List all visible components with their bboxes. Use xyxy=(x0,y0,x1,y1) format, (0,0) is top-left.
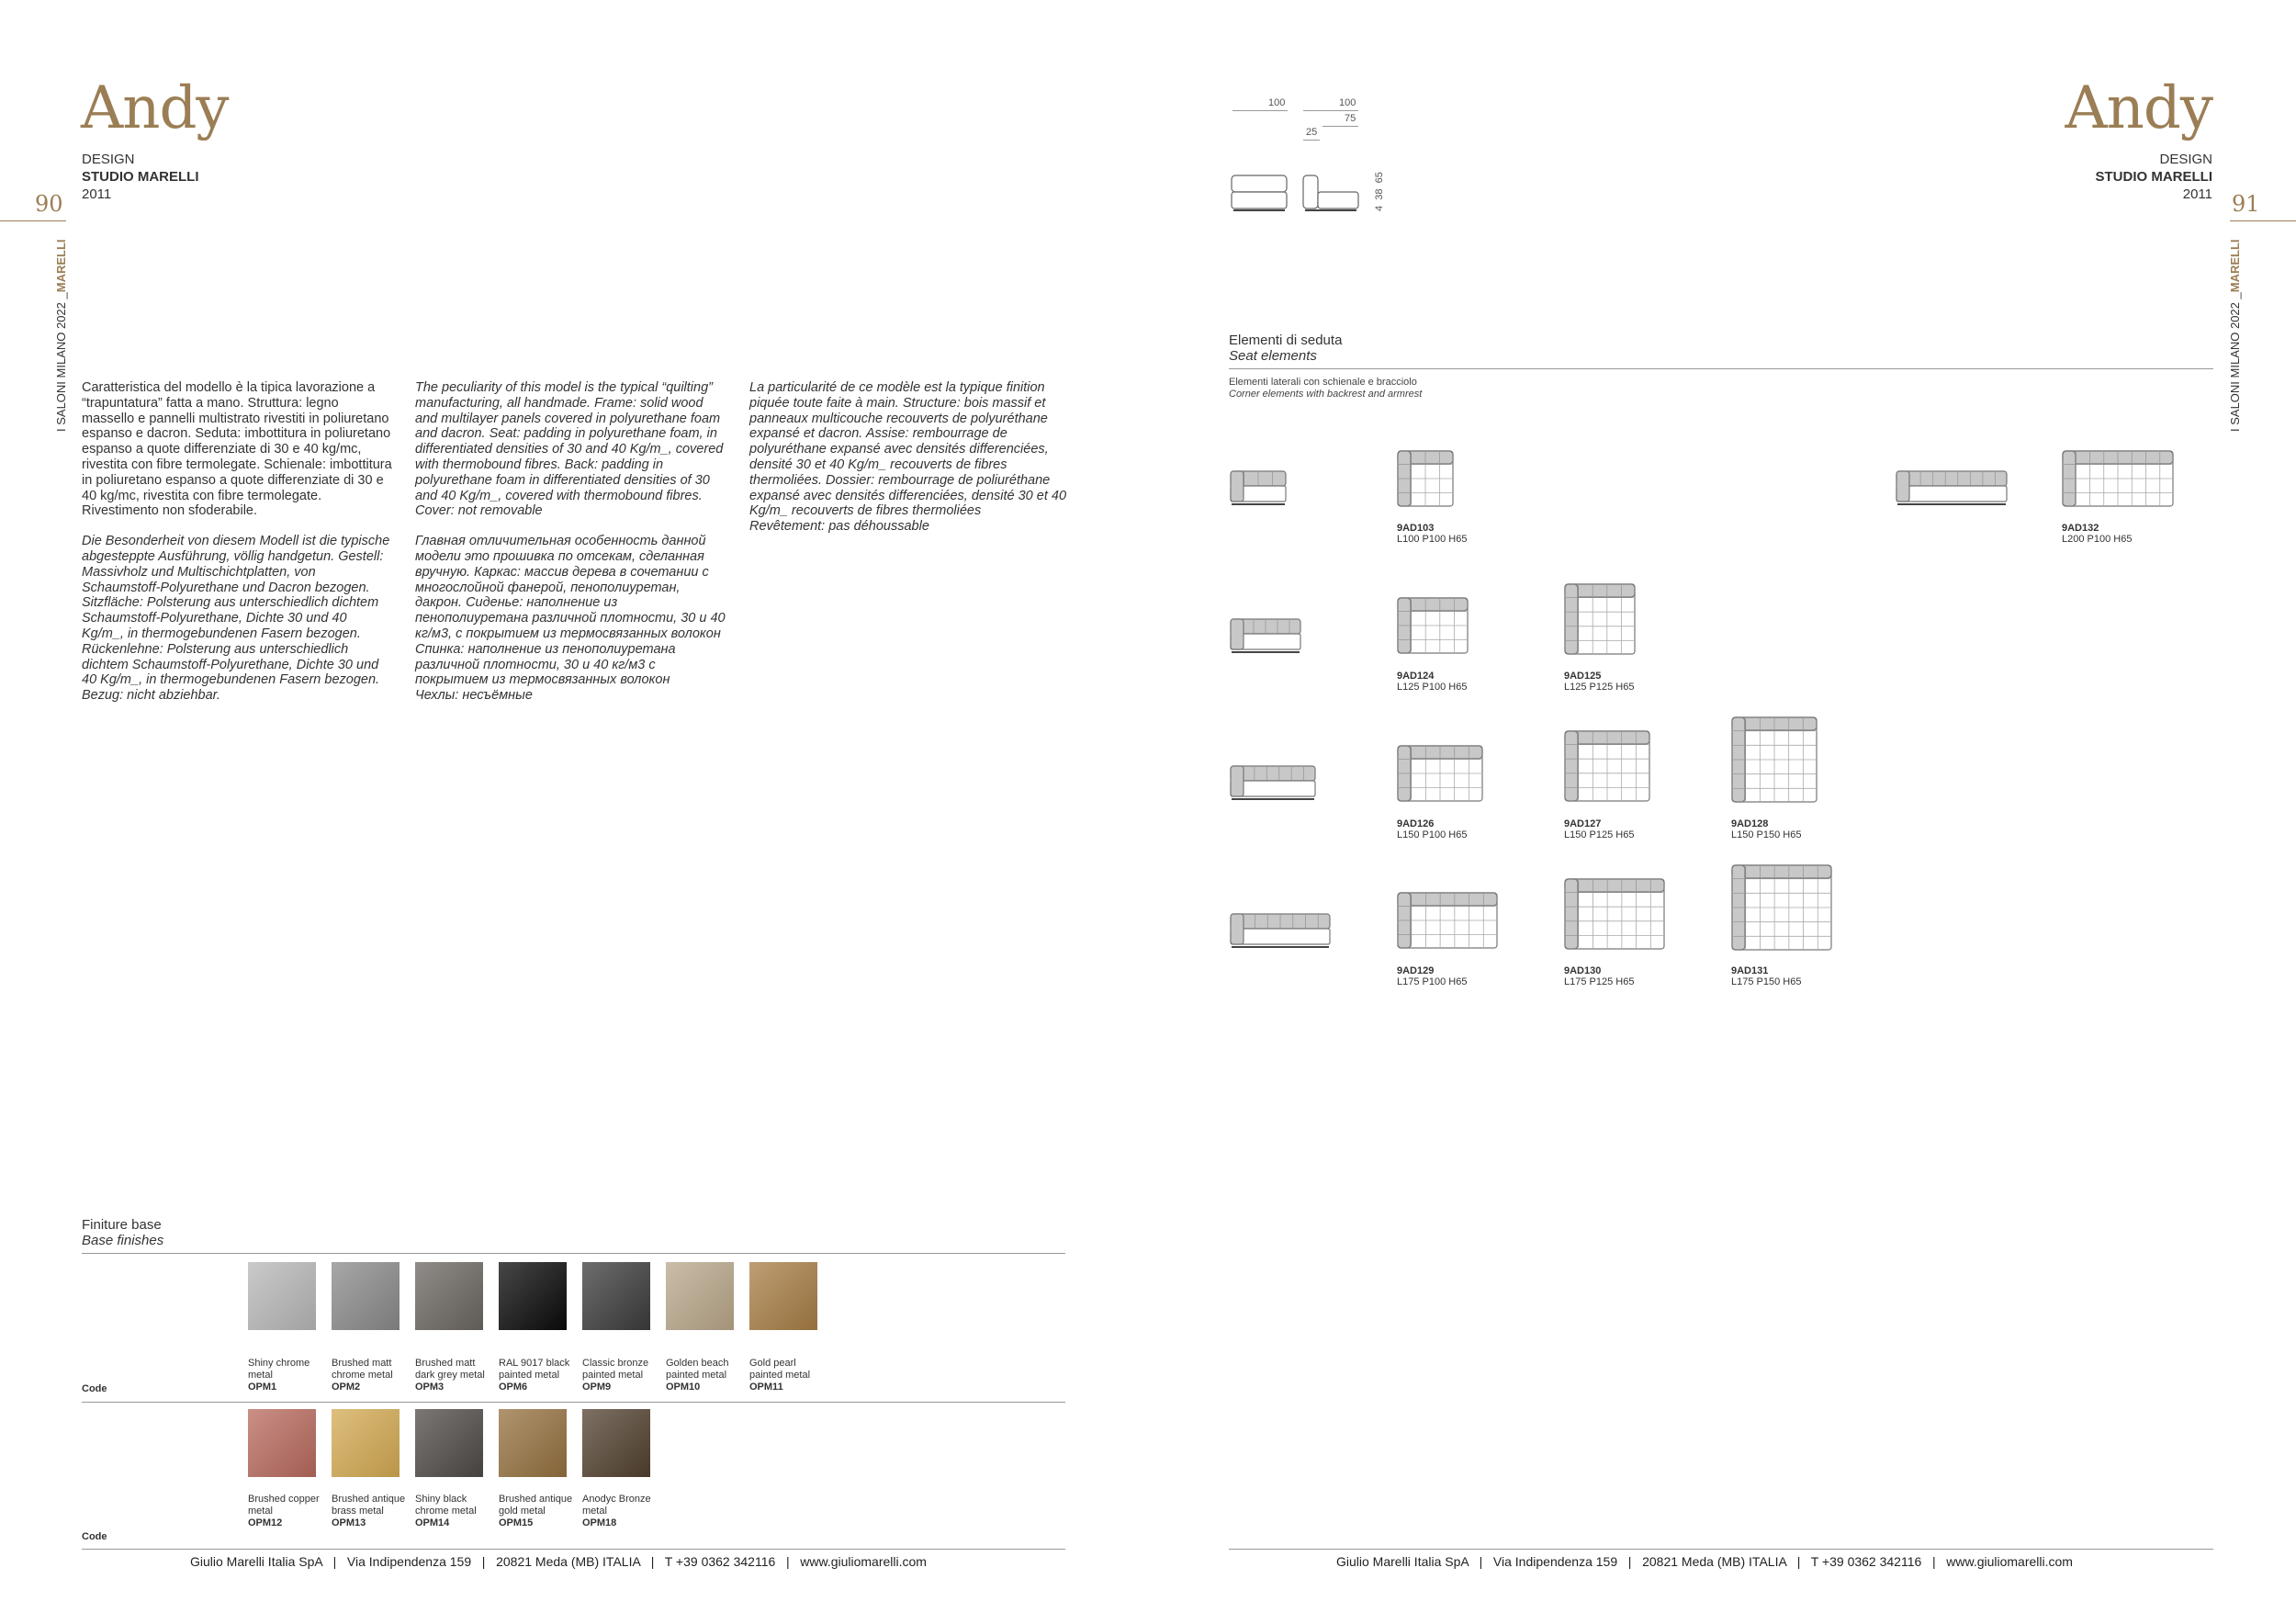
left-side-label xyxy=(54,239,68,432)
left-page-rule xyxy=(0,220,66,221)
left-title: Andy xyxy=(81,74,229,142)
desc-russian-para: Главная отличительная особенность данной модели это прошивка по отсекам, сделанная вручную. Каркас: массив дерева в сочетании с многослойной фанерой, пенополиуретан, дакрон. Сиденье: наполнение из пенополиуретана различной плотности, 30 и 40 кг/м3, с покрытием из термосвязанных волокон Спинка: наполнение из пенополиуретана различной плотности, 30 и 40 кг/м3 с покрытием из термосвязанных волокон Чехлы: несъёмные xyxy=(415,534,726,704)
finish-name: Anodyc Bronze metal xyxy=(582,1494,651,1517)
sofa-elevation-icon xyxy=(1230,765,1316,806)
finish-swatch xyxy=(499,1409,567,1477)
finish-name: Shiny black chrome metal xyxy=(415,1494,477,1517)
finish-code: OPM15 xyxy=(499,1517,534,1528)
sofa-plan-icon xyxy=(1397,745,1483,806)
finish-code: OPM18 xyxy=(582,1517,617,1528)
seat-element-label xyxy=(1564,818,1634,840)
finish-swatch xyxy=(749,1262,817,1330)
finishes-rule-bottom xyxy=(82,1549,1065,1550)
finish-label xyxy=(499,1358,580,1393)
finish-label xyxy=(666,1358,747,1393)
dim-label: 75 xyxy=(1345,113,1356,124)
finish-swatch xyxy=(332,1409,400,1477)
finish-label xyxy=(749,1358,830,1393)
seat-element-code: 9AD130 xyxy=(1564,965,1602,976)
desc-italian-para: Caratteristica del modello è la tipica lavorazione a “trapuntatura” fatta a mano. Struttura: legno massello e pannelli multistrato rivestiti in poliuretano espanso e dacron. Seduta: imbottitura in poliuretano espanso a quote differenziate di 30 e 40 kg/mc, rivestita con fibre termolegate. Schienale: imbottitura in poliuretano espanso a quote differenziate di 30 e 40 kg/mc, rivestita con fibre termolegate. Rivestimento non sfoderabile. xyxy=(82,380,392,519)
desc-french-para: La particularité de ce modèle est la typique finition piquée toute faite à main. Structure: bois massif et panneaux multicouche recouverts de polyuréthane expansé et dacron. Assise: rembourrage de polyuréthane expansé avec densités differenciées, densité 30 et 40 Kg/m_ recouverts de fibres thermoliées. Dossier: rembourrage de poliuréthane expansé avec densités differenciées, densité 30 et 40 Kg/m_ recouverts de fibres thermoliées Revêtement: pas déhoussable xyxy=(749,380,1067,535)
front-elevation-icon xyxy=(1231,175,1288,213)
seat-element-dims: L125 P125 H65 xyxy=(1564,682,1635,693)
seat-element-code: 9AD128 xyxy=(1731,818,1769,829)
right-year: 2011 xyxy=(2182,186,2212,202)
finish-name: RAL 9017 black painted metal xyxy=(499,1358,570,1381)
sofa-plan-icon xyxy=(1397,892,1498,953)
right-side-brand: MARELLI xyxy=(2228,239,2242,293)
right-footer: Giulio Marelli Italia SpA | Via Indipendenza 159 | 20821 Meda (MB) ITALIA | T +39 0362 342116 | www.giuliomarelli.com xyxy=(1336,1554,2073,1569)
sofa-elevation-icon xyxy=(1230,913,1331,954)
seat-element-label xyxy=(1731,818,1801,840)
left-page-number: 90 xyxy=(35,191,63,217)
seat-element-code: 9AD124 xyxy=(1397,671,1435,682)
finish-swatch xyxy=(415,1409,483,1477)
seat-element-label xyxy=(1397,523,1467,545)
left-side-brand: MARELLI xyxy=(54,239,68,293)
finish-code: OPM2 xyxy=(332,1382,361,1393)
code-label-row-2: Code xyxy=(82,1531,107,1542)
right-footer-rule xyxy=(1229,1549,2213,1550)
desc-italian xyxy=(82,380,392,718)
finish-code: OPM10 xyxy=(666,1382,701,1393)
sofa-plan-icon xyxy=(1731,864,1832,955)
dim-line xyxy=(1232,110,1288,111)
seat-elements-rule xyxy=(1229,368,2213,369)
finish-name: Shiny chrome metal xyxy=(248,1358,310,1381)
seat-element-dims: L175 P125 H65 xyxy=(1564,976,1635,987)
dim-line xyxy=(1303,140,1320,141)
right-page-rule xyxy=(2230,220,2296,221)
finish-swatch xyxy=(248,1262,316,1330)
seat-element-label xyxy=(1397,965,1467,987)
seat-element-code: 9AD132 xyxy=(2062,523,2099,534)
finish-name: Golden beach painted metal xyxy=(666,1358,729,1381)
finish-swatch xyxy=(332,1262,400,1330)
finish-swatch xyxy=(248,1409,316,1477)
sofa-plan-icon xyxy=(1397,597,1469,659)
right-design-label: DESIGN xyxy=(2159,152,2212,167)
left-footer: Giulio Marelli Italia SpA | Via Indipendenza 159 | 20821 Meda (MB) ITALIA | T +39 0362 342116 | www.giuliomarelli.com xyxy=(190,1554,927,1569)
seat-element-label xyxy=(1731,965,1801,987)
finish-name: Brushed copper metal xyxy=(248,1494,320,1517)
seat-element-dims: L100 P100 H65 xyxy=(1397,534,1468,545)
height-dim: 4 xyxy=(1374,205,1385,211)
finishes-rule-mid xyxy=(82,1402,1065,1403)
height-dim: 38 xyxy=(1374,188,1385,200)
seat-element-label xyxy=(2062,523,2132,545)
dim-label: 100 xyxy=(1268,97,1286,108)
seat-element-code: 9AD103 xyxy=(1397,523,1435,534)
finish-label xyxy=(248,1494,329,1529)
finishes-title: Finiture base xyxy=(82,1217,162,1233)
finish-name: Classic bronze painted metal xyxy=(582,1358,649,1381)
dim-line xyxy=(1303,110,1358,111)
sofa-elevation-icon xyxy=(1896,470,2008,512)
finish-name: Gold pearl painted metal xyxy=(749,1358,811,1381)
seat-element-code: 9AD129 xyxy=(1397,965,1435,976)
finishes-subtitle: Base finishes xyxy=(82,1233,164,1248)
finish-swatch xyxy=(582,1262,650,1330)
seat-element-label xyxy=(1564,671,1634,693)
desc-english-russian xyxy=(415,380,727,718)
finish-name: Brushed matt chrome metal xyxy=(332,1358,393,1381)
seat-element-dims: L125 P100 H65 xyxy=(1397,682,1468,693)
finish-swatch xyxy=(666,1262,734,1330)
dim-label: 25 xyxy=(1306,127,1318,138)
height-dims xyxy=(1374,172,1385,211)
seat-element-dims: L150 P150 H65 xyxy=(1731,829,1802,840)
finish-label xyxy=(248,1358,329,1393)
corner-elements-title: Elementi laterali con schienale e bracciolo xyxy=(1229,377,1417,388)
seat-element-label xyxy=(1564,965,1634,987)
sofa-elevation-icon xyxy=(1230,470,1287,512)
seat-element-dims: L200 P100 H65 xyxy=(2062,534,2133,545)
finish-code: OPM1 xyxy=(248,1382,277,1393)
sofa-plan-icon xyxy=(1397,450,1454,512)
sofa-plan-icon xyxy=(1731,716,1818,807)
seat-element-dims: L175 P100 H65 xyxy=(1397,976,1468,987)
finish-code: OPM3 xyxy=(415,1382,445,1393)
finish-label xyxy=(415,1358,496,1393)
finish-swatch xyxy=(582,1409,650,1477)
finish-name: Brushed antique brass metal xyxy=(332,1494,406,1517)
right-title: Andy xyxy=(2065,74,2212,142)
seat-element-dims: L150 P125 H65 xyxy=(1564,829,1635,840)
dim-label: 100 xyxy=(1339,97,1356,108)
finish-label xyxy=(332,1358,412,1393)
finish-label xyxy=(499,1494,580,1529)
finish-label xyxy=(582,1494,663,1529)
finish-swatch xyxy=(499,1262,567,1330)
left-year: 2011 xyxy=(82,186,112,202)
finish-swatch xyxy=(415,1262,483,1330)
seat-element-code: 9AD126 xyxy=(1397,818,1435,829)
sofa-elevation-icon xyxy=(1230,618,1301,660)
left-designer: STUDIO MARELLI xyxy=(82,169,199,185)
seat-element-dims: L175 P150 H65 xyxy=(1731,976,1802,987)
finish-code: OPM11 xyxy=(749,1382,783,1393)
finish-label xyxy=(332,1494,412,1529)
desc-german-para: Die Besonderheit von diesem Modell ist die typische abgesteppte Ausführung, völlig handgetun. Gestell: Massivholz und Multischichtplatten, von Schaumstoff-Polyurethane und Dacron bezogen. Sitzfläche: Polsterung aus unterschiedlich dichtem Schaumstoff-Polyurethane, Dichte 30 und 40 Kg/m_, in thermogebundenen Fasern bezogen. Rückenlehne: Polsterung aus unterschiedlich dichtem Schaumstoff-Polyurethane, Dichte 30 und 40 Kg/m_, in thermogebundenen Fasern bezogen. Bezug: nicht abziehbar. xyxy=(82,534,390,704)
right-page-number: 91 xyxy=(2232,191,2260,217)
left-side-text: I SALONI MILANO 2022 _ xyxy=(54,292,68,432)
desc-french xyxy=(749,380,1066,549)
finish-code: OPM12 xyxy=(248,1517,283,1528)
finish-code: OPM14 xyxy=(415,1517,450,1528)
seat-elements-subtitle: Seat elements xyxy=(1229,348,1317,364)
finish-code: OPM9 xyxy=(582,1382,612,1393)
seat-element-code: 9AD127 xyxy=(1564,818,1602,829)
seat-element-label xyxy=(1397,818,1467,840)
finish-name: Brushed antique gold metal xyxy=(499,1494,573,1517)
sofa-plan-icon xyxy=(1564,878,1665,954)
left-design-label: DESIGN xyxy=(82,152,135,167)
seat-element-code: 9AD131 xyxy=(1731,965,1769,976)
height-dim: 65 xyxy=(1374,172,1385,184)
desc-english-para: The peculiarity of this model is the typical “quilting” manufacturing, all handmade. Frame: solid wood and multilayer panels covered in polyurethane foam and dacron. Seat: padding in polyurethane foam, in differentiated densities of 30 and 40 Kg/m_, covered with thermobound fibres. Back: padding in polyurethane foam in differentiated densities of 30 and 40 Kg/m_, covered with thermobound fibres. Cover: not removable xyxy=(415,380,724,519)
sofa-plan-icon xyxy=(1564,583,1636,660)
finish-label xyxy=(582,1358,663,1393)
right-side-label xyxy=(2228,239,2242,432)
seat-element-label xyxy=(1397,671,1467,693)
finish-code: OPM13 xyxy=(332,1517,366,1528)
seat-element-code: 9AD125 xyxy=(1564,671,1602,682)
finish-code: OPM6 xyxy=(499,1382,528,1393)
code-label-row-1: Code xyxy=(82,1383,107,1394)
sofa-plan-icon xyxy=(2062,450,2174,512)
finish-label xyxy=(415,1494,496,1529)
finishes-rule-top xyxy=(82,1253,1065,1254)
sofa-plan-icon xyxy=(1564,730,1650,806)
seat-element-dims: L150 P100 H65 xyxy=(1397,829,1468,840)
seat-elements-title: Elementi di seduta xyxy=(1229,333,1343,348)
finish-name: Brushed matt dark grey metal xyxy=(415,1358,485,1381)
dim-line xyxy=(1322,126,1358,127)
right-side-text: I SALONI MILANO 2022 _ xyxy=(2228,292,2242,432)
right-designer: STUDIO MARELLI xyxy=(2095,169,2212,185)
corner-elements-subtitle: Corner elements with backrest and armrest xyxy=(1229,389,1423,400)
side-elevation-icon xyxy=(1302,175,1359,213)
